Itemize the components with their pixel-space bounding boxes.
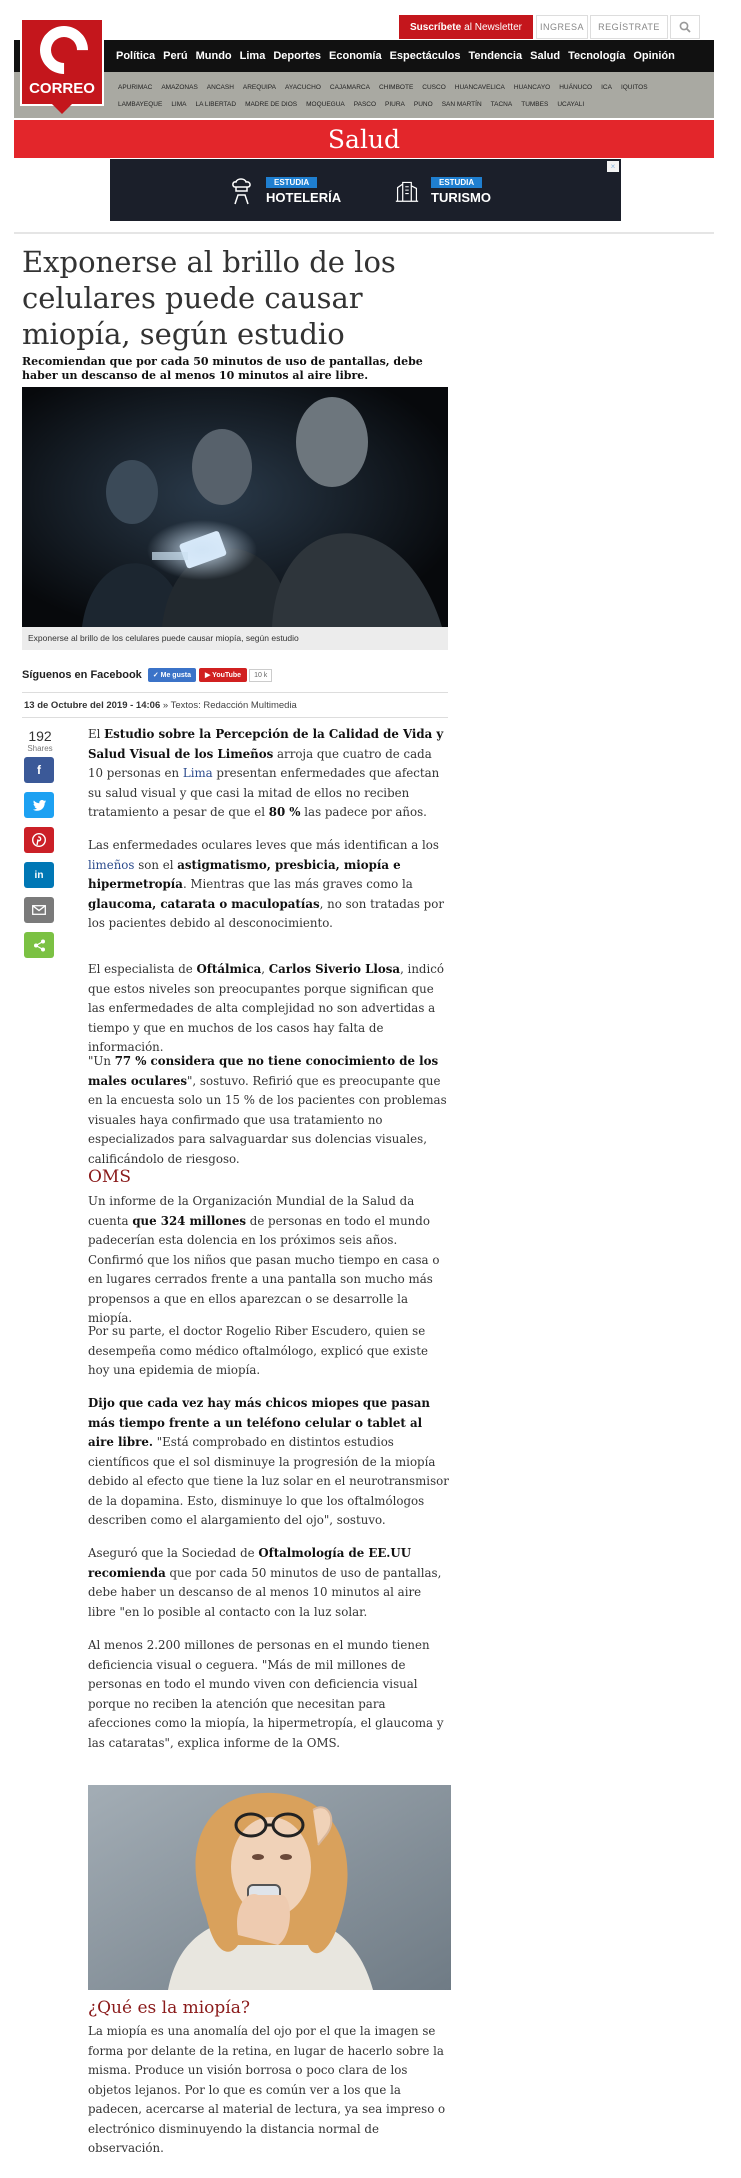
hero-image[interactable] [22, 387, 448, 627]
regions-row-1 [118, 84, 648, 91]
top-utility-bar [14, 15, 714, 39]
nav-item-3[interactable]: Lima [239, 50, 266, 62]
newsletter-button[interactable] [399, 15, 533, 39]
nav-item-8[interactable]: Salud [530, 50, 561, 62]
email-share-icon[interactable] [24, 897, 54, 923]
region-link[interactable]: HUÁNUCO [559, 84, 593, 91]
nav-item-6[interactable]: Espectáculos [389, 50, 461, 62]
main-nav [14, 40, 714, 72]
rule [22, 717, 448, 718]
publish-date: 13 de Octubre del 2019 - 14:06 [24, 700, 161, 711]
nav-item-5[interactable]: Economía [329, 50, 382, 62]
correo-logo[interactable] [20, 18, 104, 106]
section-heading-oms: OMS [88, 1167, 131, 1187]
regions-bar [14, 72, 714, 118]
youtube-label: YouTube [212, 672, 242, 679]
follow-label: Síguenos en Facebook [22, 669, 142, 681]
nav-item-0[interactable]: Política [116, 50, 156, 62]
region-link[interactable]: PASCO [353, 101, 377, 108]
region-link[interactable]: TACNA [490, 101, 513, 108]
region-link[interactable]: SAN MARTÍN [441, 101, 482, 108]
region-link[interactable]: PUNO [413, 101, 433, 108]
logo-c-mark [30, 16, 98, 84]
region-link[interactable]: CAJAMARCA [329, 84, 370, 91]
region-link[interactable]: TUMBES [521, 101, 549, 108]
rule [22, 692, 448, 693]
ad-banner[interactable] [110, 159, 621, 221]
region-link[interactable]: MOQUEGUA [306, 101, 345, 108]
share-counter [22, 728, 58, 753]
linkedin-share-icon[interactable]: in [24, 862, 54, 888]
byline: » Textos: Redacción Multimedia [162, 700, 297, 711]
share-count: 192 [28, 728, 52, 744]
region-link[interactable]: AREQUIPA [242, 84, 276, 91]
article-title: Exponerse al brillo de los celulares puede causar miopía, según estudio [22, 245, 396, 351]
logo-tail [52, 104, 72, 114]
regions-row-2 [118, 101, 584, 108]
body-paragraph: Al menos 2.200 millones de personas en el mundo tienen deficiencia visual o ceguera. "Más de mil millones de personas en todo el mundo viven con deficiencia visual porque no reciben la atención que necesitan para afecciones como la miopía, la hipermetropía, el glaucoma y las cataratas", explica informe de la OMS. [88, 1638, 444, 1750]
region-link[interactable]: PIURA [385, 101, 405, 108]
section-heading-miopia: ¿Qué es la miopía? [88, 1998, 250, 2018]
ad-item-hoteleria[interactable] [230, 177, 341, 205]
nav-item-7[interactable]: Tendencia [468, 50, 523, 62]
region-link[interactable]: AYACUCHO [285, 84, 321, 91]
newsletter-label: al Newsletter [464, 21, 522, 33]
region-link[interactable]: UCAYALI [557, 101, 585, 108]
ad-text: TURISMO [431, 190, 491, 205]
newsletter-bold: Suscríbete [410, 21, 462, 33]
body-paragraph: Un informe de la Organización Mundial de la Salud da cuenta que 324 millones de personas en todo el mundo padecerían esta dolencia en los próximos seis años. Confirmó que los niños que pasan mucho tiempo en casa o en lugares cerrados frente a una pantalla son mucho más propensos a que en ellos aparezcan o se desarrolle la miopía. [88, 1194, 440, 1325]
region-link[interactable]: LAMBAYEQUE [118, 101, 163, 108]
youtube-button[interactable]: ▶ YouTube [199, 668, 247, 682]
register-button[interactable]: REGÍSTRATE [590, 15, 668, 39]
logo-text: CORREO [29, 80, 95, 97]
share-icon[interactable] [24, 932, 54, 958]
nav-items [116, 40, 675, 72]
region-link[interactable]: IQUITOS [620, 84, 648, 91]
lima-link[interactable]: Lima [182, 766, 213, 780]
region-link[interactable]: AMAZONAS [161, 84, 198, 91]
region-link[interactable]: LA LIBERTAD [195, 101, 237, 108]
region-link[interactable]: LIMA [171, 101, 187, 108]
body-paragraph: "Un 77 % considera que no tiene conocimiento de los males oculares", sostuvo. Refirió que es preocupante que en la encuesta solo un 15 % de los pacientes con problemas visuales haya confirmado que usa tratamiento no especializados para salvaguardar sus dolencias visuales, calificándolo de riesgoso. [88, 1054, 447, 1166]
woman-phone-photo [88, 1785, 451, 1990]
ad-text: HOTELERÍA [266, 190, 342, 205]
region-link[interactable]: CUSCO [422, 84, 446, 91]
region-link[interactable]: MADRE DE DIOS [245, 101, 298, 108]
region-link[interactable]: ANCASH [206, 84, 234, 91]
region-link[interactable]: CHIMBOTE [378, 84, 414, 91]
nav-item-4[interactable]: Deportes [273, 50, 322, 62]
ad-item-turismo[interactable] [395, 177, 491, 205]
ad-close-icon[interactable]: × [607, 161, 619, 172]
follow-bar [22, 668, 272, 682]
landmark-icon [395, 177, 419, 205]
chef-icon [230, 177, 254, 205]
nav-item-1[interactable]: Perú [163, 50, 188, 62]
body-paragraph: La miopía es una anomalía del ojo por el que la imagen se forma por delante de la retina, en lugar de hacerlo sobre la misma. Produce un visión borrosa o poco clara de los objetos lejanos. Por lo que es común ver a los que la padecen, acercarse al material de lectura, ya sea impreso o electrónico disminuyendo la distancia normal de observación. [88, 2024, 446, 2155]
facebook-like-button[interactable]: ✓ Me gusta [148, 668, 196, 682]
article-image[interactable] [88, 1785, 451, 1990]
nav-item-9[interactable]: Tecnología [568, 50, 626, 62]
section-title[interactable]: Salud [14, 120, 714, 158]
facebook-share-icon[interactable]: f [24, 757, 54, 783]
region-link[interactable]: APURIMAC [118, 84, 153, 91]
limenos-link[interactable]: limeños [88, 857, 135, 872]
ad-tag: ESTUDIA [266, 177, 317, 188]
body-paragraph: Las enfermedades oculares leves que más identifican a los limeños son el astigmatismo, presbicia, miopía e hipermetropía. Mientras que las más graves como la glaucoma, catarata o maculopatías, no son tratadas por los pacientes debido al desconocimiento. [88, 838, 444, 930]
region-link[interactable]: HUANCAVELICA [454, 84, 505, 91]
nav-item-2[interactable]: Mundo [195, 50, 232, 62]
share-label: Shares [27, 744, 53, 753]
body-paragraph: Por su parte, el doctor Rogelio Riber Escudero, quien se desempeña como médico oftalmólogo, explicó que existe hoy una epidemia de miopía. [88, 1324, 428, 1377]
body-paragraph: El Estudio sobre la Percepción de la Calidad de Vida y Salud Visual de los Limeños arroja que cuatro de cada 10 personas en Lima presentan enfermedades que afectan su salud visual y que casi la mitad de ellos no reciben tratamiento a pesar de que el 80 % las padece por años. [88, 727, 444, 819]
nav-item-10[interactable]: Opinión [633, 50, 675, 62]
body-paragraph: Aseguró que la Sociedad de Oftalmología de EE.UU recomienda que por cada 50 minutos de uso de pantallas, debe haber un descanso de al menos 10 minutos al aire libre "en lo posible al contacto con la luz solar. [88, 1546, 442, 1619]
ad-tag: ESTUDIA [431, 177, 482, 188]
dateline [24, 700, 297, 711]
hero-photo [22, 387, 448, 627]
body-paragraph: Dijo que cada vez hay más chicos miopes que pasan más tiempo frente a un teléfono celular o tablet al aire libre. "Está comprobado en distintos estudios científicos que el sol disminuye la progresión de la miopía debido al efecto que tiene la luz solar en el neurotransmisor de la dopamina. Esto, disminuye lo que los oftalmólogos describen como el alargamiento del ojo", sostuvo. [88, 1396, 449, 1527]
fb-like-label: Me gusta [160, 672, 191, 679]
pinterest-share-icon[interactable] [24, 827, 54, 853]
body-paragraph: El especialista de Oftálmica, Carlos Siverio Llosa, indicó que estos niveles son preocupantes porque significan que las enfermedades de alta complejidad no son advertidas a tiempo y que en muchos de los casos hay falta de información. [88, 962, 444, 1054]
twitter-share-icon[interactable] [24, 792, 54, 818]
article-deck: Recomiendan que por cada 50 minutos de uso de pantallas, debe haber un descanso de al menos 10 minutos al aire libre. [22, 355, 423, 382]
youtube-count: 10 k [249, 669, 272, 682]
region-link[interactable]: HUANCAYO [513, 84, 551, 91]
hero-caption: Exponerse al brillo de los celulares puede causar miopía, según estudio [22, 627, 448, 650]
login-button[interactable]: INGRESA [536, 15, 588, 39]
header-divider [14, 232, 714, 234]
search-icon[interactable] [670, 15, 700, 39]
region-link[interactable]: ICA [601, 84, 612, 91]
